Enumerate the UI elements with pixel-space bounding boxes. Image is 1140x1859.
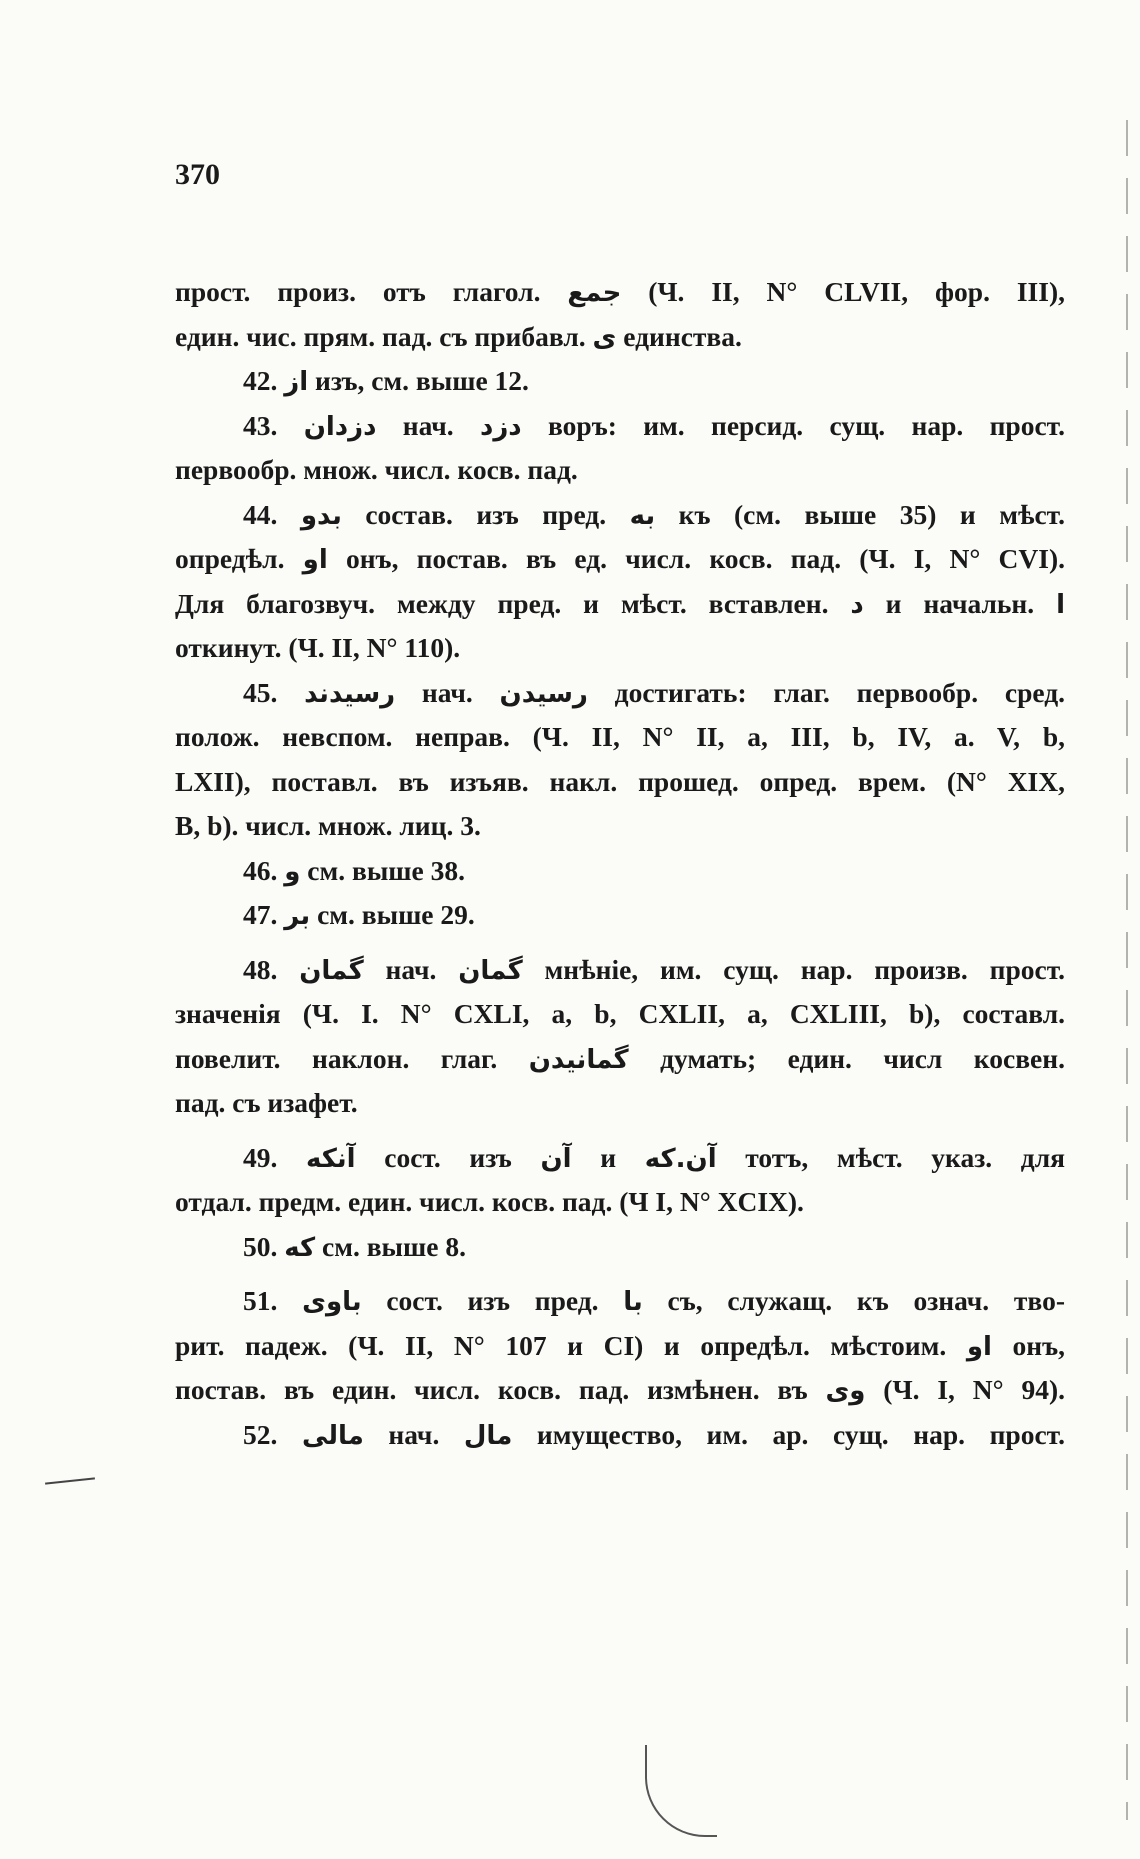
arabic-word: مال (463, 1420, 513, 1451)
text-segment: опредѣл. (175, 543, 303, 574)
text-segment: и (571, 1141, 645, 1173)
text-segment: къ (см. выше 35) и мѣст. (655, 498, 1065, 530)
text-segment: LXII), поставл. въ изъяв. накл. прошед. опред. врем. (N° XIX, (175, 765, 1065, 797)
text-segment: состав. изъ пред. (341, 498, 630, 530)
text-line (175, 1324, 1065, 1369)
text-segment: B, b). числ. множ. лиц. 3. (175, 810, 481, 841)
text-segment: 52. (243, 1418, 302, 1450)
arabic-word: وى (825, 1376, 866, 1406)
text-segment: един. чис. прям. пад. съ прибавл. (175, 320, 593, 352)
arabic-word: او (302, 545, 328, 575)
arabic-word: به (629, 500, 656, 531)
arabic-word: رسیدند (304, 678, 396, 709)
arabic-word: دزد (480, 411, 522, 442)
text-segment: единства. (616, 320, 742, 352)
text-segment: 49. (243, 1141, 307, 1173)
text-line (175, 315, 1065, 360)
text-segment: мнѣніе, им. сущ. нар. произв. прост. (522, 953, 1065, 985)
arabic-word: گمان (299, 955, 364, 986)
text-segment: первообр. множ. числ. косв. пад. (175, 454, 578, 485)
text-segment: см. выше 29. (310, 899, 475, 930)
arabic-word: بدو (300, 500, 342, 531)
text-segment: онъ, постав. въ ед. числ. косв. пад. (Ч. I, N° CVI). (327, 543, 1065, 574)
text-segment: пад. съ изафет. (175, 1087, 358, 1118)
text-line (175, 359, 1065, 404)
page-edge-rule (1126, 120, 1128, 1820)
arabic-word: جمع (567, 278, 622, 308)
text-segment: 48. (243, 953, 300, 985)
text-line (175, 626, 1065, 671)
arabic-word: كه (284, 1232, 316, 1263)
arabic-word: آنكه (306, 1143, 356, 1174)
arabic-word: رسیدن (499, 678, 588, 709)
text-segment: откинут. (Ч. II, N° 110). (175, 632, 461, 663)
arabic-word: از (284, 367, 309, 397)
text-segment: нач. (363, 1418, 464, 1450)
page-number: 370 (175, 158, 220, 191)
arabic-word: گمانیدن (528, 1044, 629, 1075)
text-segment: 50. (243, 1230, 285, 1262)
text-line (175, 404, 1065, 449)
text-line (175, 948, 1065, 993)
text-line (175, 1279, 1065, 1324)
text-segment: см. выше 38. (300, 854, 465, 886)
text-segment: полож. невспом. неправ. (Ч. II, N° II, a, III, b, IV, a. V, b, (175, 721, 1065, 752)
text-line (175, 270, 1065, 315)
text-segment: нач. (395, 676, 500, 708)
arabic-word: مالى (301, 1420, 364, 1451)
arabic-word: بر (284, 901, 311, 931)
text-segment: 45. (243, 676, 305, 708)
text-line (175, 804, 1065, 849)
text-line (175, 1413, 1065, 1458)
arabic-word: ا (1056, 589, 1065, 620)
text-segment: думать; един. числ косвен. (628, 1042, 1065, 1074)
text-segment: 42. (243, 365, 285, 396)
margin-mark (45, 1477, 95, 1484)
text-segment: съ, служащ. къ означ. тво- (642, 1285, 1065, 1316)
text-segment: см. выше 8. (315, 1230, 466, 1262)
text-segment: и начальн. (863, 587, 1057, 619)
text-segment: 44. (243, 498, 301, 530)
arabic-word: آن.كه (644, 1143, 717, 1174)
text-line (175, 1225, 1065, 1270)
text-segment: тотъ, мѣст. указ. для (716, 1141, 1065, 1173)
text-segment: онъ, (991, 1329, 1065, 1361)
text-segment: постав. въ един. числ. косв. пад. измѣнен. въ (175, 1374, 826, 1405)
text-segment: сост. изъ (355, 1141, 541, 1173)
text-segment: достигать: глаг. первообр. сред. (587, 676, 1065, 708)
text-line (175, 671, 1065, 716)
text-line (175, 1180, 1065, 1225)
text-segment: нач. (363, 953, 459, 985)
arabic-word: آن (540, 1143, 572, 1174)
text-segment: 46. (243, 854, 285, 886)
arabic-word: گمان (458, 955, 523, 986)
text-line (175, 1081, 1065, 1126)
text-segment: имущество, им. ар. сущ. нар. прост. (512, 1418, 1065, 1450)
text-line (175, 1368, 1065, 1413)
text-line (175, 1136, 1065, 1181)
text-segment: 51. (243, 1285, 303, 1316)
text-segment: значенія (Ч. I. N° CXLI, a, b, CXLII, a, CXLIII, b), составл. (175, 998, 1065, 1029)
text-line (175, 582, 1065, 627)
text-line (175, 537, 1065, 582)
text-segment: воръ: им. персид. сущ. нар. прост. (521, 409, 1065, 441)
margin-stroke (645, 1745, 717, 1837)
text-segment: прост. произ. отъ глагол. (175, 276, 568, 307)
text-line (175, 493, 1065, 538)
arabic-word: او (966, 1331, 992, 1362)
text-segment: 43. (243, 409, 304, 441)
arabic-word: ى (592, 322, 617, 353)
text-segment: сост. изъ пред. (361, 1285, 624, 1316)
page-body-text (175, 270, 1065, 1457)
text-line (175, 893, 1065, 938)
text-segment: Для благозвуч. между пред. и мѣст. вставлен. (175, 587, 851, 619)
text-segment: рит. падеж. (Ч. II, N° 107 и CI) и опредѣл. мѣстоим. (175, 1329, 967, 1361)
text-segment: нач. (376, 409, 480, 441)
arabic-word: د (850, 589, 864, 620)
text-segment: отдал. предм. един. числ. косв. пад. (Ч I, N° XCIX). (175, 1186, 804, 1217)
text-segment: (Ч. I, N° 94). (865, 1374, 1065, 1405)
text-segment: изъ, см. выше 12. (308, 365, 529, 396)
text-line (175, 992, 1065, 1037)
arabic-word: باوى (302, 1287, 362, 1317)
arabic-word: با (623, 1287, 643, 1317)
text-line (175, 849, 1065, 894)
text-segment: 47. (243, 899, 285, 930)
arabic-word: و (284, 856, 301, 887)
text-segment: (Ч. II, N° CLVII, фор. III), (621, 276, 1065, 307)
text-line (175, 448, 1065, 493)
text-line (175, 1037, 1065, 1082)
arabic-word: دزدان (303, 411, 377, 442)
text-line (175, 715, 1065, 760)
text-line (175, 760, 1065, 805)
text-segment: повелит. наклон. глаг. (175, 1042, 529, 1074)
